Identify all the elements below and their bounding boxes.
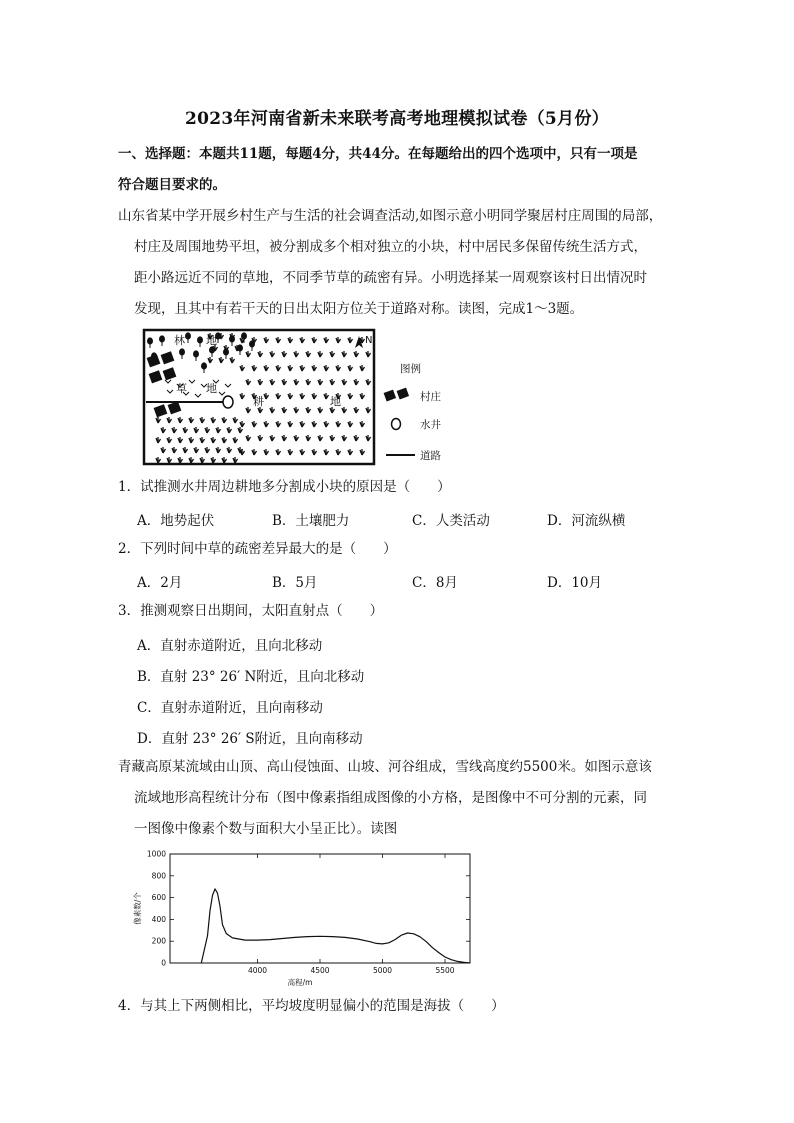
crop-symbol [167,437,172,443]
crop-symbol [342,379,347,385]
crop-symbol [246,379,251,385]
crop-symbol [270,407,275,413]
crop-symbol [324,449,329,455]
passage2-line-2: 流域地形高程统计分布（图中像素指组成图像的小方格，是图像中不可分割的元素，同 [134,790,647,806]
y-tick-label: 1000 [146,849,166,859]
crop-symbol [360,449,365,455]
crop-symbol [227,447,232,453]
crop-symbol [306,379,311,385]
tree-symbol [147,337,153,344]
crop-symbol [312,449,317,455]
x-axis-label: 高程/m [287,978,313,987]
crop-symbol [276,449,281,455]
legend-well-label: 水井 [420,419,441,431]
question-3-option-c[interactable]: C．直射赤道附近，且向南移动 [137,700,323,716]
crop-symbol [324,421,329,427]
crop-symbol [258,379,263,385]
crop-symbol [366,407,371,413]
crop-symbol [324,393,329,399]
crop-symbol [264,449,269,455]
crop-symbol [282,379,287,385]
question-2-option-c[interactable]: C．8月 [412,575,458,591]
crop-symbol [294,379,299,385]
crop-symbol [318,407,323,413]
crop-symbol [227,427,232,433]
crop-symbol [276,365,281,371]
crop-symbol [189,457,194,463]
legend-village-label: 村庄 [420,391,441,403]
crop-symbol [330,351,335,357]
farm-label-2: 地 [330,395,341,408]
x-tick-label: 5500 [435,966,455,975]
crop-symbol [324,365,329,371]
plot-frame [170,854,470,963]
question-1-option-d[interactable]: D．河流纵横 [547,513,626,529]
crop-symbol [211,417,216,423]
question-2-stem: 2．下列时间中草的疏密差异最大的是（ ） [118,541,397,557]
crop-symbol [216,447,221,453]
crop-symbol [276,421,281,427]
crop-symbol [200,457,205,463]
crop-symbol [252,421,257,427]
crop-symbol [348,449,353,455]
crop-symbol [288,421,293,427]
crop-symbol [172,447,177,453]
x-tick-label: 5000 [372,966,393,975]
crop-symbol [200,437,205,443]
crop-symbol [300,365,305,371]
crop-symbol [238,427,243,433]
crop-symbol [300,421,305,427]
y-tick-label: 800 [151,871,166,881]
tree-symbol [179,348,185,355]
y-tick-label: 600 [151,893,166,903]
crop-symbol [216,427,221,433]
crop-symbol [233,437,238,443]
grass-symbol [195,394,201,397]
crop-symbol [366,351,371,357]
crop-symbol [264,365,269,371]
crop-symbol [324,337,329,343]
crop-symbol [282,435,287,441]
crop-symbol [183,447,188,453]
y-axis-label: 像素数/个 [133,892,142,925]
grass-symbol [189,380,195,383]
crop-symbol [306,435,311,441]
question-1-stem: 1．试推测水井周边耕地多分割成小块的原因是（ ） [118,479,451,495]
legend-road-label: 道路 [420,450,441,462]
crop-symbol [270,379,275,385]
crop-symbol [258,435,263,441]
crop-symbol [342,435,347,441]
crop-symbol [294,435,299,441]
crop-symbol [342,351,347,357]
crop-symbol [161,427,166,433]
crop-symbol [194,427,199,433]
forest-label-2: 地 [206,334,217,347]
crop-symbol [233,417,238,423]
crop-symbol [178,437,183,443]
crop-symbol [366,379,371,385]
crop-symbol [312,337,317,343]
crop-symbol [300,393,305,399]
crop-symbol [318,379,323,385]
crop-symbol [294,351,299,357]
grass-symbol [167,390,173,393]
crop-symbol [348,421,353,427]
crop-symbol [156,417,161,423]
grass-symbol [165,380,171,383]
crop-symbol [348,365,353,371]
crop-symbol [336,421,341,427]
crop-symbol [276,337,281,343]
crop-symbol [161,447,166,453]
crop-symbol [240,421,245,427]
crop-symbol [348,337,353,343]
crop-symbol [318,351,323,357]
section-heading-line-1: 一、选择题：本题共11题，每题4分，共44分。在每题给出的四个选项中，只有一项是 [118,146,638,162]
north-label: N [365,335,373,346]
crop-symbol [300,337,305,343]
crop-symbol [219,357,224,363]
crop-symbol [282,407,287,413]
crop-symbol [246,351,251,357]
question-2-option-b[interactable]: B．5月 [272,575,318,591]
question-3-option-a[interactable]: A．直射赤道附近，且向北移动 [137,638,323,654]
passage2-line-1: 青藏高原某流域由山顶、高山侵蚀面、山坡、河谷组成，雪线高度约5500米。如图示意该 [118,759,652,775]
crop-symbol [330,435,335,441]
grass-label-2: 地 [206,382,217,395]
crop-symbol [270,435,275,441]
well-symbol [223,396,233,408]
crop-symbol [330,379,335,385]
tree-symbol [197,336,203,343]
crop-symbol [211,457,216,463]
question-3-stem: 3．推测观察日出期间，太阳直射点（ ） [118,603,384,619]
crop-symbol [366,435,371,441]
crop-symbol [258,351,263,357]
question-1-option-b[interactable]: B．土壤肥力 [272,513,350,529]
crop-symbol [306,407,311,413]
series-line [201,889,470,963]
forest-symbols [147,332,255,373]
crop-symbol [264,337,269,343]
crop-symbol [312,393,317,399]
crop-symbol [306,351,311,357]
y-tick-label: 200 [151,936,166,946]
crop-symbol [348,393,353,399]
crop-symbol [354,435,359,441]
crop-symbol [264,421,269,427]
crop-symbol [336,337,341,343]
crop-symbol [282,351,287,357]
y-tick-label: 0 [161,958,166,968]
crop-symbol [360,421,365,427]
crop-symbol [208,357,213,363]
crop-symbol [246,407,251,413]
forest-label-1: 林 [174,334,185,347]
crop-symbol [336,365,341,371]
crop-symbol [189,437,194,443]
legend-well-symbol [392,419,401,430]
grassland-symbols [165,380,231,397]
question-2-option-a[interactable]: A．2月 [137,575,183,591]
crop-symbol [156,437,161,443]
page-title: 2023年河南省新未来联考高考地理模拟试卷（5月份） [185,109,609,129]
crop-symbol [288,337,293,343]
village-map-figure [140,326,450,468]
question-1-option-c[interactable]: C．人类活动 [412,513,490,529]
crop-symbol [294,407,299,413]
crop-symbol [312,421,317,427]
grass-label-1: 草 [176,382,187,395]
crop-symbol [240,393,245,399]
question-3-option-d[interactable]: D．直射 23° 26′ S附近，且向南移动 [137,731,363,747]
passage1-line-3: 距小路远近不同的草地，不同季节草的疏密有异。小明选择某一周观察该村日出情况时 [134,270,647,286]
crop-symbol [194,447,199,453]
crop-symbol [360,393,365,399]
legend-title: 图例 [400,363,421,375]
crop-symbol [156,457,161,463]
crop-symbol [222,417,227,423]
crop-symbol [270,351,275,357]
crop-symbol [178,417,183,423]
crop-symbol [230,357,235,363]
tree-symbol [159,335,165,342]
crop-symbol [205,427,210,433]
crop-symbol [211,437,216,443]
passage1-line-2: 村庄及周围地势平坦，被分割成多个相对独立的小块，村中居民多保留传统生活方式， [134,239,647,255]
crop-symbol [288,393,293,399]
crop-symbol [336,449,341,455]
crop-symbol [167,457,172,463]
crop-symbol [264,393,269,399]
tree-symbol [201,362,207,369]
grass-symbol [219,392,225,395]
crop-symbol [342,407,347,413]
crop-symbol [354,379,359,385]
crop-symbol [222,457,227,463]
crop-symbol [189,417,194,423]
y-tick-label: 400 [151,914,166,924]
crop-symbol [312,365,317,371]
tree-symbol [193,350,199,357]
crop-symbol [240,365,245,371]
farm-label-1: 耕 [253,395,264,408]
crop-symbol [167,417,172,423]
crop-symbol [288,449,293,455]
tree-symbol [185,332,191,339]
crop-symbol [318,435,323,441]
crop-symbol [183,427,188,433]
legend-village-symbol [384,390,396,402]
crop-symbol [360,365,365,371]
crop-symbol [246,435,251,441]
crop-symbol [288,365,293,371]
crop-symbol [300,449,305,455]
crop-symbol [276,393,281,399]
crop-symbol [222,437,227,443]
passage1-line-4: 发现，且其中有若干天的日出太阳方位关于道路对称。读图，完成1～3题。 [134,301,584,317]
crop-symbol [354,351,359,357]
crop-symbol [233,457,238,463]
crop-symbol [205,447,210,453]
crop-symbol [200,417,205,423]
section-heading-line-2: 符合题目要求的。 [118,177,226,193]
elevation-distribution-chart [118,846,478,992]
question-4-stem: 4．与其上下两侧相比，平均坡度明显偏小的范围是海拔（ ） [118,998,505,1014]
passage1-line-1: 山东省某中学开展乡村生产与生活的社会调查活动,如图示意小明同学聚居村庄周围的局部， [118,208,663,224]
question-1-option-a[interactable]: A．地势起伏 [137,513,215,529]
x-tick-label: 4500 [310,966,330,975]
crop-symbol [252,365,257,371]
crop-symbol [354,407,359,413]
grass-symbol [225,384,231,387]
question-2-option-d[interactable]: D．10月 [547,575,603,591]
question-3-option-b[interactable]: B．直射 23° 26′ N附近，且向北移动 [137,669,365,685]
crop-symbol [252,449,257,455]
crop-symbol [172,427,177,433]
crop-symbol [178,457,183,463]
x-tick-label: 4000 [247,966,268,975]
passage2-line-3: 一图像中像素个数与面积大小呈正比）。读图 [134,821,398,837]
